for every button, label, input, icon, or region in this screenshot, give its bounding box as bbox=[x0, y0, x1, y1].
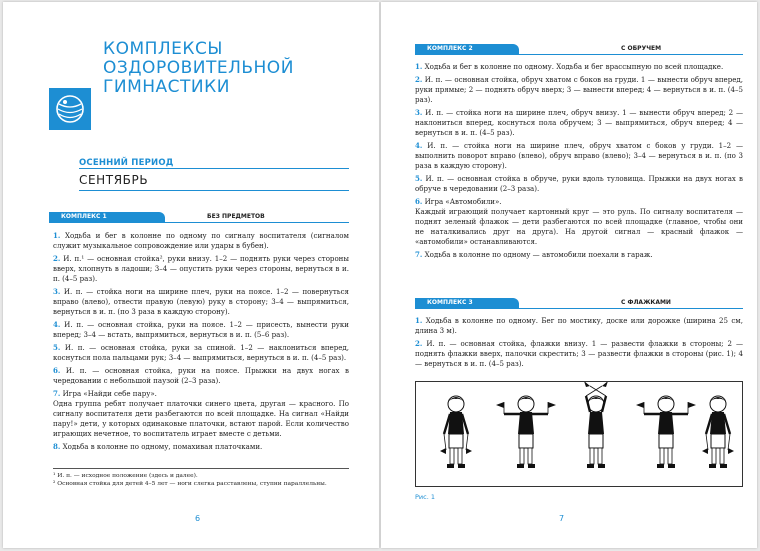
item-number: 3. bbox=[53, 287, 61, 296]
figure-flags-exercise bbox=[415, 381, 743, 487]
item-number: 8. bbox=[53, 442, 61, 451]
complex-subtitle: С ОБРУЧЕМ bbox=[621, 45, 662, 52]
item-number: 1. bbox=[53, 231, 61, 240]
page-number: 7 bbox=[559, 514, 565, 523]
complex-header bbox=[415, 44, 743, 55]
list-item bbox=[53, 231, 349, 251]
list-item bbox=[415, 108, 743, 138]
item-text: И. п. — основная стойка, обруч хватом с боков на груди. 1 — вынести обруч вперед, руки прямые; 2 — поднять обруч вверх; 3 — вынести вперед; 4 — вернуться в и. п. (4–5 раз). bbox=[415, 75, 743, 104]
item-text: И. п. — основная стойка, флажки внизу. 1 — развести флажки в стороны; 2 — поднять флажки вверх, палочки скрестить; 3 — развести флажки в стороны (рис. 1); 4 — вернуться в и. п. (4–5 раз). bbox=[415, 339, 743, 368]
left-page bbox=[3, 2, 379, 548]
item-text: И. п. — стойка ноги на ширине плеч, руки на поясе. 1–2 — повернуться вправо (влево), отвести правую (левую) руку в сторону; 3–4 — выпрямиться, вернуться в и. п. (по 3 раза в каждую сторону). bbox=[53, 287, 349, 316]
item-number: 6. bbox=[415, 197, 423, 206]
title-line: КОМПЛЕКСЫ bbox=[103, 39, 223, 59]
page-number: 6 bbox=[195, 514, 201, 523]
list-item bbox=[415, 197, 743, 207]
complex1-text bbox=[53, 231, 349, 452]
item-text: И. п. — стойка ноги на ширине плеч, обруч внизу. 1 — вынести обруч вперед; 2 — наклониться вперед, коснуться пола обручем; 3 — выпрямиться, обруч вперед; 4 — вернуться в и. п. (4–5 раз). bbox=[415, 108, 744, 137]
item-number: 7. bbox=[53, 389, 61, 398]
footnote: ¹ И. п. — исходное положение (здесь и далее). bbox=[53, 473, 198, 479]
item-text: Ходьба и бег в колонне по одному по сигналу воспитателя (сигналом служит музыкальное сопровождение или удары в бубен). bbox=[53, 231, 349, 250]
season-label: ОСЕННИЙ ПЕРИОД bbox=[79, 158, 174, 168]
children-with-flags-illustration bbox=[416, 382, 744, 488]
list-item bbox=[53, 320, 349, 340]
list-item bbox=[53, 442, 349, 452]
item-number: 1. bbox=[415, 62, 423, 71]
complex-tab: КОМПЛЕКС 1 bbox=[49, 212, 165, 222]
title-line: ОЗДОРОВИТЕЛЬНОЙ bbox=[103, 58, 294, 78]
list-item bbox=[53, 366, 349, 386]
complex-subtitle: БЕЗ ПРЕДМЕТОВ bbox=[207, 213, 265, 220]
complex-header bbox=[49, 212, 349, 223]
list-item bbox=[415, 316, 743, 336]
title-line: ГИМНАСТИКИ bbox=[103, 77, 230, 97]
complex-header bbox=[415, 298, 743, 309]
list-item bbox=[415, 141, 743, 171]
footnotes bbox=[53, 468, 349, 488]
footnote: ² Основная стойка для детей 4–5 лет — ноги слегка расставлены, ступни параллельны. bbox=[53, 481, 327, 487]
complex2-text bbox=[415, 62, 743, 260]
item-text: Ходьба и бег в колонне по одному. Ходьба и бег врассыпную по всей площадке. bbox=[424, 62, 724, 71]
list-item bbox=[53, 389, 349, 399]
figure-caption: Рис. 1 bbox=[415, 493, 435, 501]
item-text: И. п. — основная стойка, руки на поясе. Прыжки на двух ногах в чередовании с небольшой паузой (2–3 раза). bbox=[53, 366, 349, 385]
list-item bbox=[415, 174, 743, 194]
item-number: 4. bbox=[53, 320, 61, 329]
item-number: 2. bbox=[53, 254, 61, 263]
complex-subtitle: С ФЛАЖКАМИ bbox=[621, 299, 671, 306]
game-description: Одна группа ребят получает платочки синего цвета, другая — красного. По сигналу воспитателя дети разбегаются по всей площадке. На сигнал «Найди пару!» дети, у которых одинаковые платочки, встают парой. Если количество играющих нечетное, то воспитатель играет вместе с детьми. bbox=[53, 399, 349, 438]
item-text: Ходьба в колонне по одному — автомобили поехали в гараж. bbox=[424, 250, 653, 259]
list-item bbox=[53, 287, 349, 317]
item-number: 7. bbox=[415, 250, 423, 259]
item-number: 6. bbox=[53, 366, 61, 375]
list-item bbox=[415, 339, 743, 369]
page-title bbox=[103, 40, 294, 97]
item-number: 4. bbox=[415, 141, 423, 150]
item-number: 2. bbox=[415, 75, 423, 84]
item-text: И. п. — стойка ноги на ширине плеч, обруч хватом с боков у груди. 1–2 — выполнить поворот вправо (влево), обруч вправо (влево); 3–4 — вернуться в и. п. (по 3 раза в каждую сторону). bbox=[415, 141, 743, 170]
item-text: Игра «Найди себе пару». bbox=[62, 389, 157, 398]
ball-icon bbox=[49, 88, 91, 130]
right-page bbox=[381, 2, 757, 548]
item-number: 5. bbox=[415, 174, 423, 183]
item-text: И. п. — основная стойка, руки за спиной. 1–2 — наклониться вперед, коснуться пола пальцами рук; 3–4 — выпрямиться, вернуться в и. п. (4–5 раз). bbox=[53, 343, 349, 362]
item-text: Ходьба в колонне по одному, помахивая платочками. bbox=[62, 442, 263, 451]
list-item bbox=[415, 250, 743, 260]
month-heading: СЕНТЯБРЬ bbox=[79, 168, 349, 191]
list-item bbox=[415, 62, 743, 72]
item-number: 1. bbox=[415, 316, 423, 325]
list-item bbox=[53, 254, 349, 284]
item-text: Ходьба в колонне по одному. Бег по мостику, доске или дорожке (ширина 25 см, длина 3 м). bbox=[415, 316, 743, 335]
list-item bbox=[53, 343, 349, 363]
item-text: Игра «Автомобили». bbox=[424, 197, 502, 206]
item-text: И. п. — основная стойка, руки на поясе. 1–2 — присесть, вынести руки вперед; 3–4 — встать, выпрямиться, вернуться в и. п. (5–6 раз). bbox=[53, 320, 349, 339]
complex-tab: КОМПЛЕКС 2 bbox=[415, 44, 519, 54]
complex3-text bbox=[415, 316, 743, 369]
item-text: И. п. — основная стойка в обруче, руки вдоль туловища. Прыжки на двух ногах в обруче в чередовании (2–3 раза). bbox=[415, 174, 743, 193]
item-number: 2. bbox=[415, 339, 423, 348]
complex-tab: КОМПЛЕКС 3 bbox=[415, 298, 519, 308]
item-number: 5. bbox=[53, 343, 61, 352]
game-description: Каждый играющий получает картонный круг — это руль. По сигналу воспитателя — поднят зеленый флажок — дети разбегаются по всей площадке (главное, чтобы они не наталкивались друг на друга). На другой сигнал — красный флажок — «автомобили» останавливаются. bbox=[415, 207, 743, 246]
list-item bbox=[415, 75, 743, 105]
item-text: И. п.¹ — основная стойка², руки внизу. 1–2 — поднять руки через стороны вверх, хлопнуть в ладоши; 3–4 — опустить руки через стороны, вернуться в и. п. (4–5 раз). bbox=[53, 254, 349, 283]
item-number: 3. bbox=[415, 108, 423, 117]
